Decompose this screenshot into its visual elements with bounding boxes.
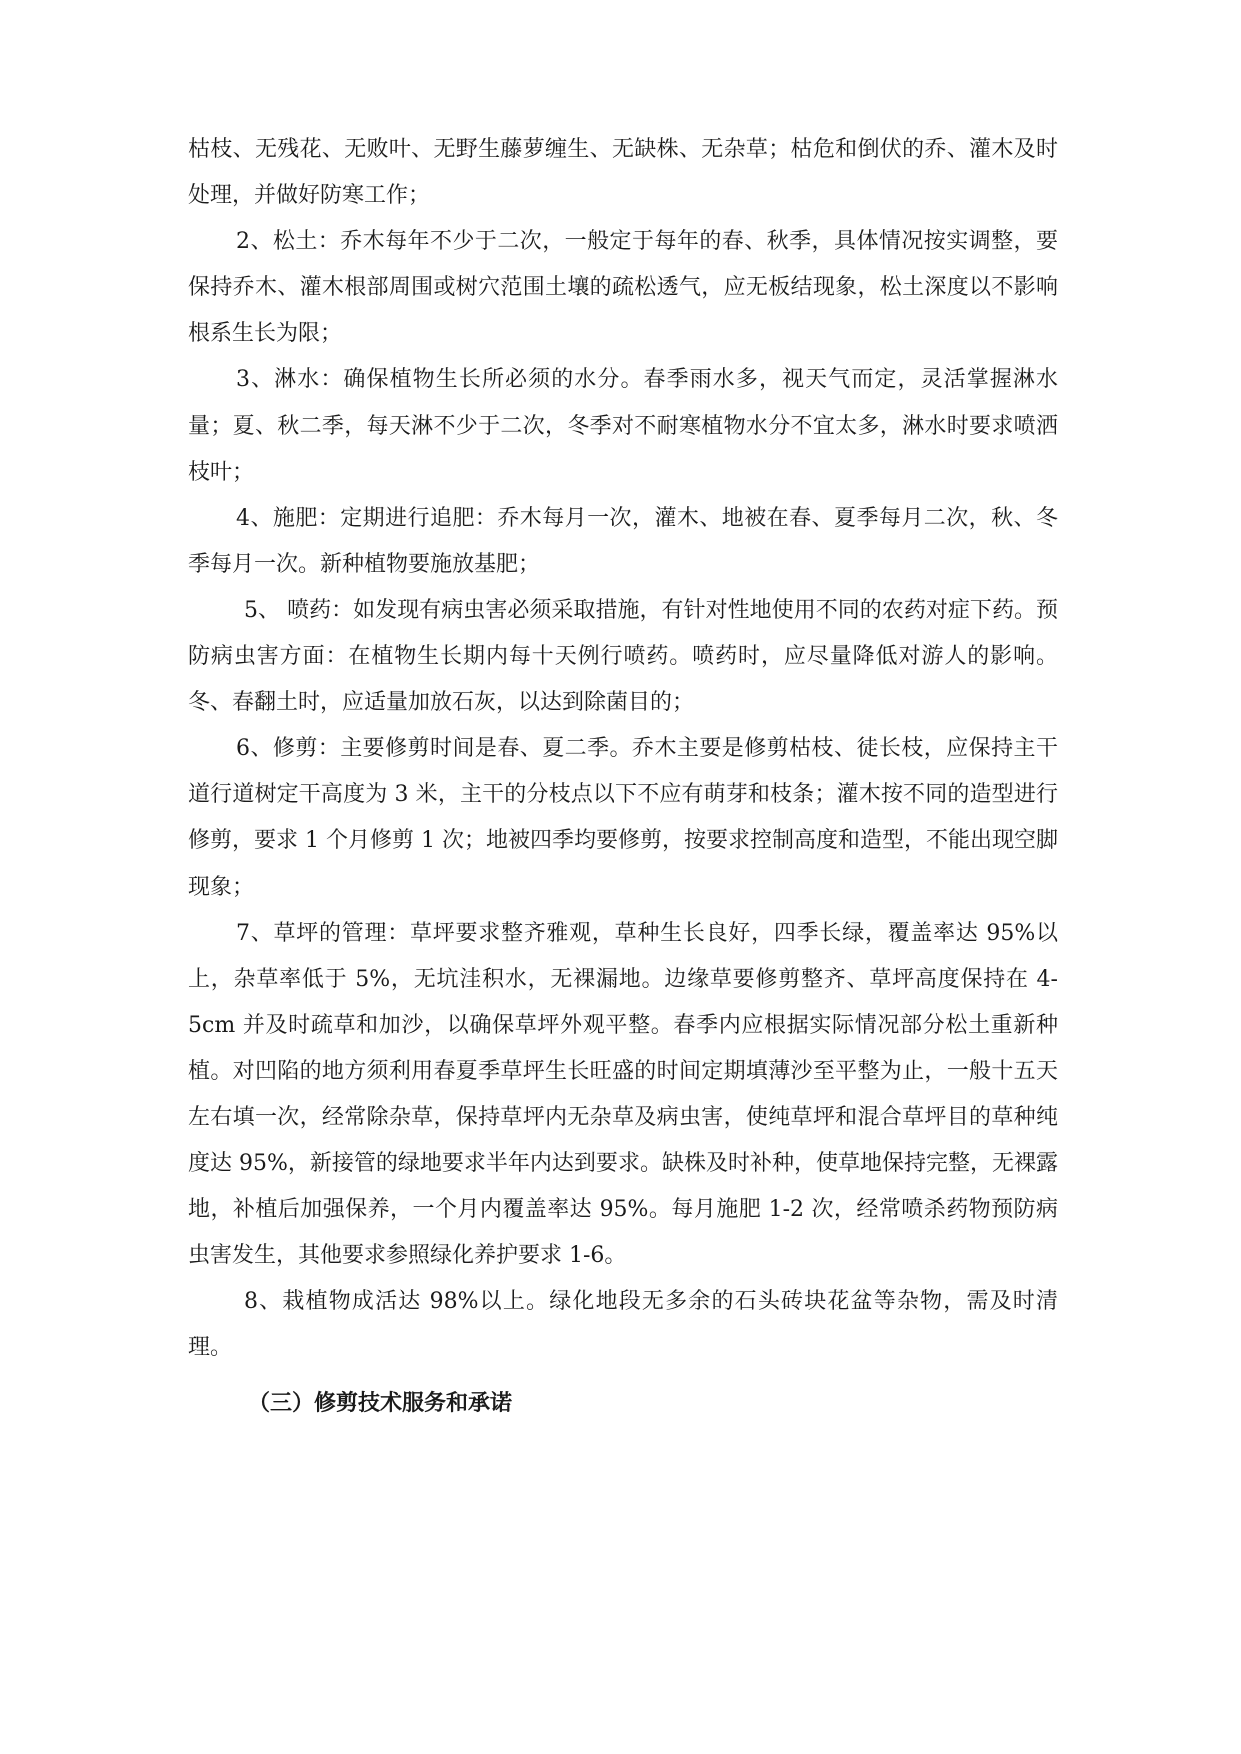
paragraph-lawn-management: 7、草坪的管理：草坪要求整齐雅观，草种生长良好，四季长绿，覆盖率达 95%以上，杂草率低于 5%，无坑洼积水，无裸漏地。边缘草要修剪整齐、草坪高度保持在 4-5cm 并及时疏草和加沙，以确保草坪外观平整。春季内应根据实际情况部分松土重新种植。对凹陷的地方须利用春夏季草坪生长旺盛的时间定期填薄沙至平整为止，一般十五天左右填一次，经常除杂草，保持草坪内无杂草及病虫害，使纯草坪和混合草坪目的草种纯度达 95%，新接管的绿地要求半年内达到要求。缺株及时补种，使草地保持完整，无裸露地，补植后加强保养，一个月内覆盖率达 95%。每月施肥 1-2 次，经常喷杀药物预防病虫害发生，其他要求参照绿化养护要求 1-6。 [188, 920, 1058, 1269]
paragraph-fertilizing: 4、施肥：定期进行追肥：乔木每月一次，灌木、地被在春、夏季每月二次，秋、冬季每月一次。新种植物要施放基肥； [188, 505, 1058, 577]
document-body [188, 127, 1058, 1426]
section-heading: （三）修剪技术服务和承诺 [248, 1389, 513, 1416]
paragraph-loosening-soil: 2、松土：乔木每年不少于二次，一般定于每年的春、秋季，具体情况按实调整，要保持乔木、灌木根部周围或树穴范围土壤的疏松透气，应无板结现象，松土深度以不影响根系生长为限； [188, 229, 1058, 347]
paragraph-survival-rate: 8、栽植物成活达 98%以上。绿化地段无多余的石头砖块花盆等杂物，需及时清理。 [188, 1289, 1058, 1361]
paragraph-continuation: 枯枝、无残花、无败叶、无野生藤萝缠生、无缺株、无杂草；枯危和倒伏的乔、灌木及时处理，并做好防寒工作； [188, 137, 1058, 209]
paragraph-pruning: 6、修剪：主要修剪时间是春、夏二季。乔木主要是修剪枯枝、徒长枝，应保持主干道行道树定干高度为 3 米，主干的分枝点以下不应有萌芽和枝条；灌木按不同的造型进行修剪，要求 1 个月修剪 1 次；地被四季均要修剪，按要求控制高度和造型，不能出现空脚现象； [188, 736, 1058, 900]
paragraph-spraying: 5、 喷药：如发现有病虫害必须采取措施，有针对性地使用不同的农药对症下药。预防病虫害方面：在植物生长期内每十天例行喷药。喷药时，应尽量降低对游人的影响。冬、春翻土时，应适量加放石灰，以达到除菌目的； [188, 597, 1058, 716]
paragraph-watering: 3、淋水：确保植物生长所必须的水分。春季雨水多，视天气而定，灵活掌握淋水量；夏、秋二季，每天淋不少于二次，冬季对不耐寒植物水分不宜太多，淋水时要求喷洒枝叶； [188, 367, 1058, 485]
